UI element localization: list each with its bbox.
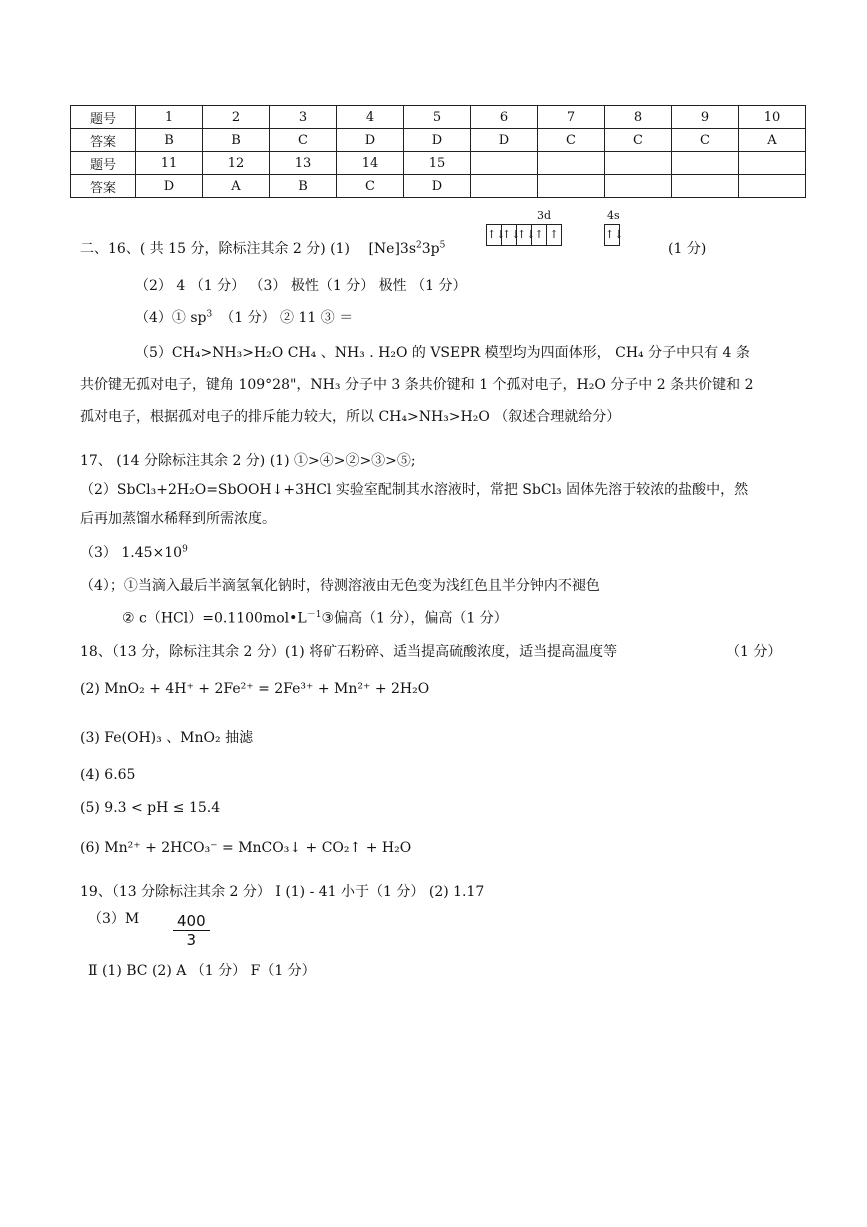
answer-cell: C [672,129,739,152]
answer-cell: 13 [270,152,337,175]
answer-cell: 7 [538,106,605,129]
q16-line2: （2） 4 （1 分） （3） 极性（1 分） 极性 （1 分） [135,278,467,294]
q18-line4: (4) 6.65 [80,767,136,783]
answer-cell: 1 [136,106,203,129]
q18-line3: (3) Fe(OH)₃ 、MnO₂ 抽滤 [80,730,254,746]
answer-cell: A [739,129,806,152]
q17-line6: ② $c(HCl)=0.1100mol•L^{-1}③$偏高（1 分），偏高（1 分） [122,610,508,627]
q16-line3: （4）① $sp^3$ （1 分） ② 11 ③ ＝ [135,309,354,326]
answer-cell [672,175,739,198]
answer-cell: 6 [471,106,538,129]
q18-line1-score: （1 分） [726,644,782,660]
q18-line1: 18、（13 分，除标注其余 2 分）(1) 将矿石粉碎、适当提高硫酸浓度，适当提高温度等 [80,644,618,660]
answer-cell: 3 [270,106,337,129]
q18-line6: (6) Mn²⁺ + 2HCO₃⁻ = MnCO₃↓ + CO₂↑ + H₂O [80,840,412,856]
q16-line4: （5）CH₄>NH₃>H₂O CH₄ 、NH₃ . H₂O 的 VSEPR 模型均为四面体形， CH₄ 分子中只有 4 条 [135,345,750,361]
answer-cell: D [404,175,471,198]
orbital-box: ↑ [532,225,547,245]
answer-cell [672,152,739,175]
q17-line5: （4）；①当滴入最后半滴氢氧化钠时，待测溶液由无色变为浅红色且半分钟内不褪色 [80,578,600,594]
q19-line2: （3）M [88,911,140,927]
q18-line2: (2) MnO₂ + 4H⁺ + 2Fe²⁺ = 2Fe³⁺ + Mn²⁺ + 2H₂O [80,681,430,697]
q17-line3: 后再加蒸馏水稀释到所需浓度。 [80,511,276,527]
answer-cell: C [538,129,605,152]
table-row [71,152,806,175]
answer-cell: D [337,129,404,152]
answer-cell: 8 [605,106,672,129]
q16-head-text: 二、16、( 共 15 分，除标注其余 2 分) (1) [80,241,350,257]
answer-cell: B [136,129,203,152]
answer-cell: 15 [404,152,471,175]
answer-cell [538,152,605,175]
orbital-diagram-3d [486,224,562,246]
answer-cell: C [605,129,672,152]
table-row [71,129,806,152]
q16-line6: 孤对电子，根据孤对电子的排斥能力较大，所以 CH₄>NH₃>H₂O （叙述合理就给分） [80,409,621,425]
row-header-cell: 题号 [71,106,136,129]
answer-cell: C [337,175,404,198]
q17-line1: 17、 (14 分除标注其余 2 分) (1) ①>④>②>③>⑤; [80,453,416,469]
q19-line1: 19、（13 分除标注其余 2 分） Ⅰ (1) - 41 小于（1 分） (2) 1.17 [80,884,485,900]
row-header-cell: 题号 [71,152,136,175]
answer-cell: D [404,129,471,152]
answer-cell: D [136,175,203,198]
answer-cell [471,175,538,198]
answer-cell [605,152,672,175]
orbital-box: ↑↓ [517,225,532,245]
label-4s: 4s [607,209,620,222]
answer-table [70,105,806,198]
table-row [71,175,806,198]
answer-cell: C [270,129,337,152]
answer-cell: B [270,175,337,198]
q17-line4: （3） $1.45\times 10^9$ [80,544,188,561]
answer-cell [739,175,806,198]
answer-cell: 5 [404,106,471,129]
answer-cell: 9 [672,106,739,129]
fraction-denominator: 3 [186,931,197,949]
answer-cell [471,152,538,175]
orbital-box: ↑↓ [487,225,502,245]
answer-cell: 4 [337,106,404,129]
answer-cell: A [203,175,270,198]
answer-cell [605,175,672,198]
q19-line3: Ⅱ (1) BC (2) A （1 分） F（1 分） [88,963,316,979]
q18-line5: (5) 9.3 < pH ≤ 15.4 [80,800,221,816]
orbital-box: ↑↓ [605,228,624,241]
fraction [173,912,210,949]
q16-score: (1 分) [668,241,707,257]
electron-config: $[Ne]3s^23p^5$ [368,240,446,257]
answer-cell: 11 [136,152,203,175]
answer-cell [538,175,605,198]
answer-cell: 2 [203,106,270,129]
fraction-numerator: 400 [173,912,210,931]
answer-cell: 10 [739,106,806,129]
row-header-cell: 答案 [71,175,136,198]
row-header-cell: 答案 [71,129,136,152]
answer-cell: 12 [203,152,270,175]
q17-line2: （2）SbCl₃+2H₂O=SbOOH↓+3HCl 实验室配制其水溶液时，常把 SbCl₃ 固体先溶于较浓的盐酸中，然 [80,482,749,498]
answer-cell: B [203,129,270,152]
label-3d: 3d [537,209,552,222]
orbital-diagram-4s [604,224,624,246]
answer-cell: 14 [337,152,404,175]
orbital-box: ↑ [549,228,559,241]
table-row [71,106,806,129]
q16-line5: 共价键无孤对电子，键角 109°28"，NH₃ 分子中 3 条共价键和 1 个孤对电子，H₂O 分子中 2 条共价键和 2 [80,377,754,393]
orbital-box: ↑↓ [502,225,517,245]
answer-cell [739,152,806,175]
answer-cell: D [471,129,538,152]
q16-head [80,238,445,258]
